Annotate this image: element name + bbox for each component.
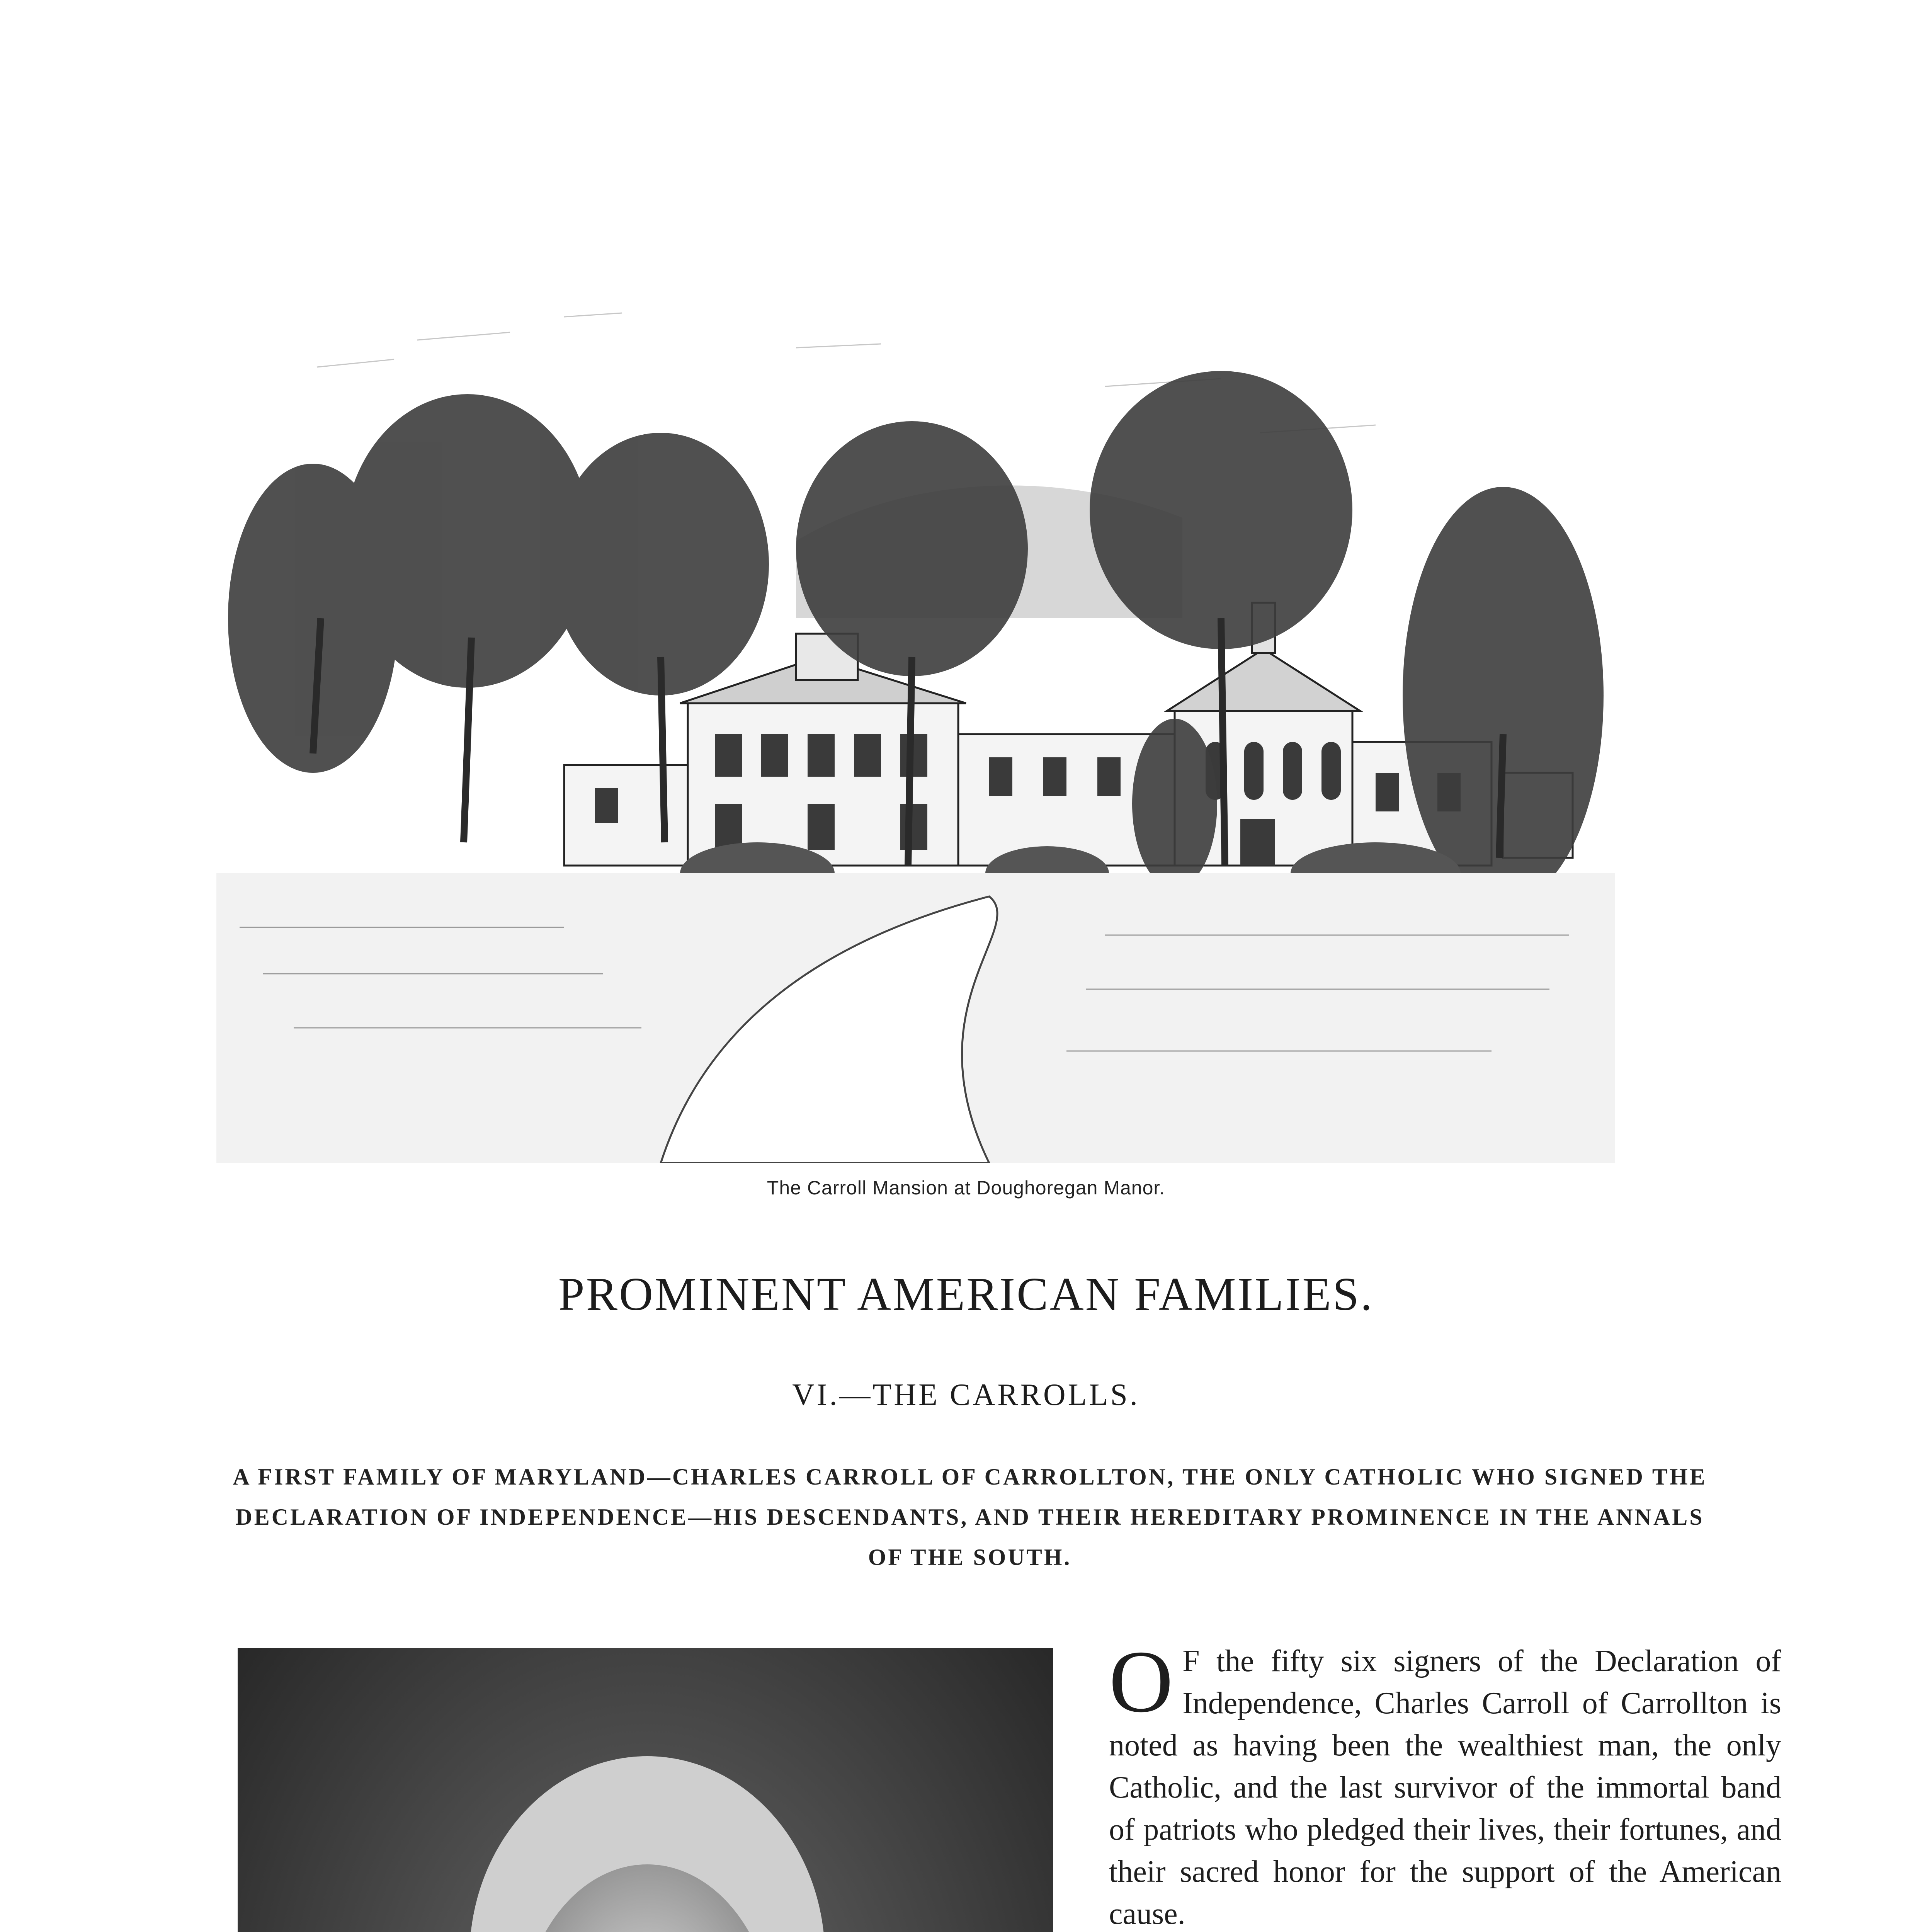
article-summary: A FIRST FAMILY OF MARYLAND—CHARLES CARROLL OF CARROLLTON, THE ONLY CATHOLIC WHO SIGNED THE DECLARATION OF INDEPENDENCE—HIS DESCENDANTS, AND THEIR HEREDITARY PROMINENCE IN THE ANNALS OF THE SOUTH. <box>233 1464 1707 1570</box>
paragraph-1 <box>1109 1632 1781 1932</box>
drop-cap: O <box>1109 1632 1173 1731</box>
paragraph-1-text: F the fifty six signers of the Declaration of Independence, Charles Carroll of Carrollton is noted as having been the wealthiest man, the only Catholic, and the last survivor of the immortal band of patriots who pledged their lives, their fortunes, and their sacred honor for the support of the American cause. <box>1109 1644 1781 1931</box>
article-subtitle: VI.—THE CARROLLS. <box>792 1378 1140 1412</box>
portrait-image <box>238 1648 1053 1932</box>
portrait-engraving <box>238 1648 1053 1932</box>
mansion-illustration <box>216 270 1615 1163</box>
article-body <box>1109 1632 1781 1932</box>
illustration-caption: The Carroll Mansion at Doughoregan Manor. <box>767 1177 1165 1199</box>
page-title: PROMINENT AMERICAN FAMILIES. <box>558 1268 1374 1320</box>
